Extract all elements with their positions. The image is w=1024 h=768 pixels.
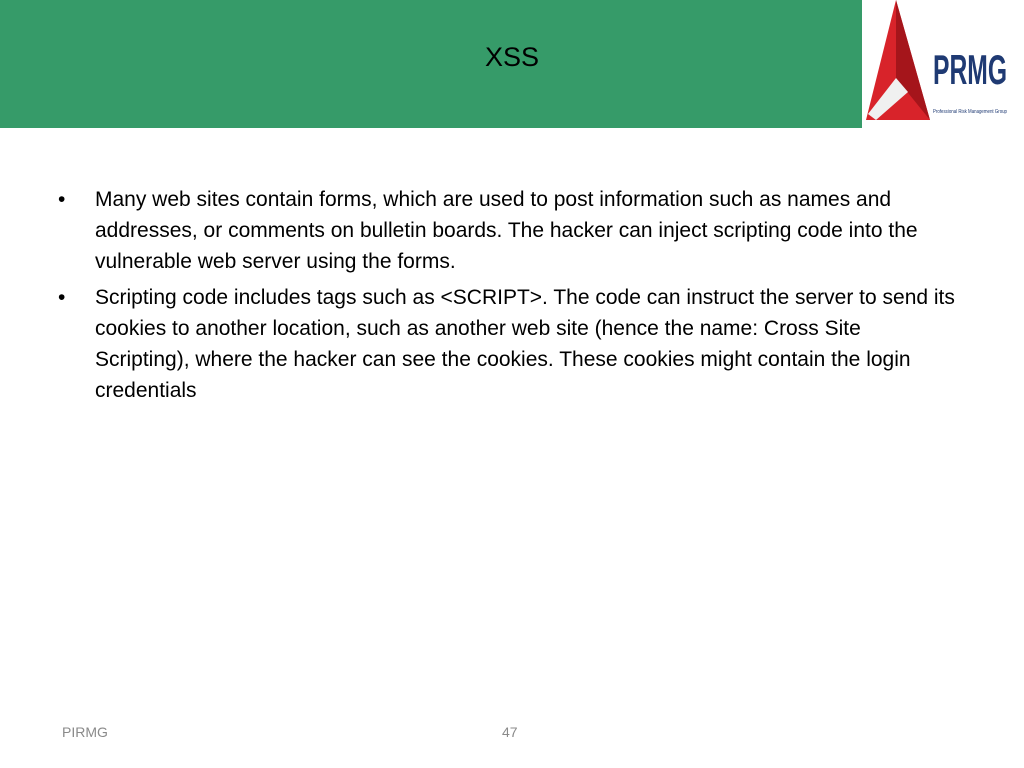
bullet-text: Many web sites contain forms, which are used to post information such as names and addresses, or comments on bulletin boards. The hacker can inject scripting code into the vulnerable web server using the forms. (95, 188, 918, 273)
footer-text: PIRMG (62, 724, 108, 740)
slide-body (58, 184, 958, 411)
bullet-list (58, 184, 958, 406)
bullet-marker: • (58, 188, 66, 211)
bullet-marker: • (58, 286, 66, 309)
logo-tagline: Professional Risk Management Group (933, 109, 1007, 115)
bullet-item (58, 282, 958, 406)
logo-wordmark: PRMG (933, 46, 1007, 93)
bullet-text: Scripting code includes tags such as <SCRIPT>. The code can instruct the server to send its cookies to another location, such as another web site (hence the name: Cross Site Scripting), where the hacker can see the cookies. These cookies might contain the login credentials (95, 286, 955, 402)
page-number: 47 (502, 724, 518, 740)
bullet-item (58, 184, 958, 277)
red-triangle-logo-icon (862, 0, 1024, 128)
prmg-logo (862, 0, 1024, 128)
slide-title: XSS (484, 41, 540, 72)
